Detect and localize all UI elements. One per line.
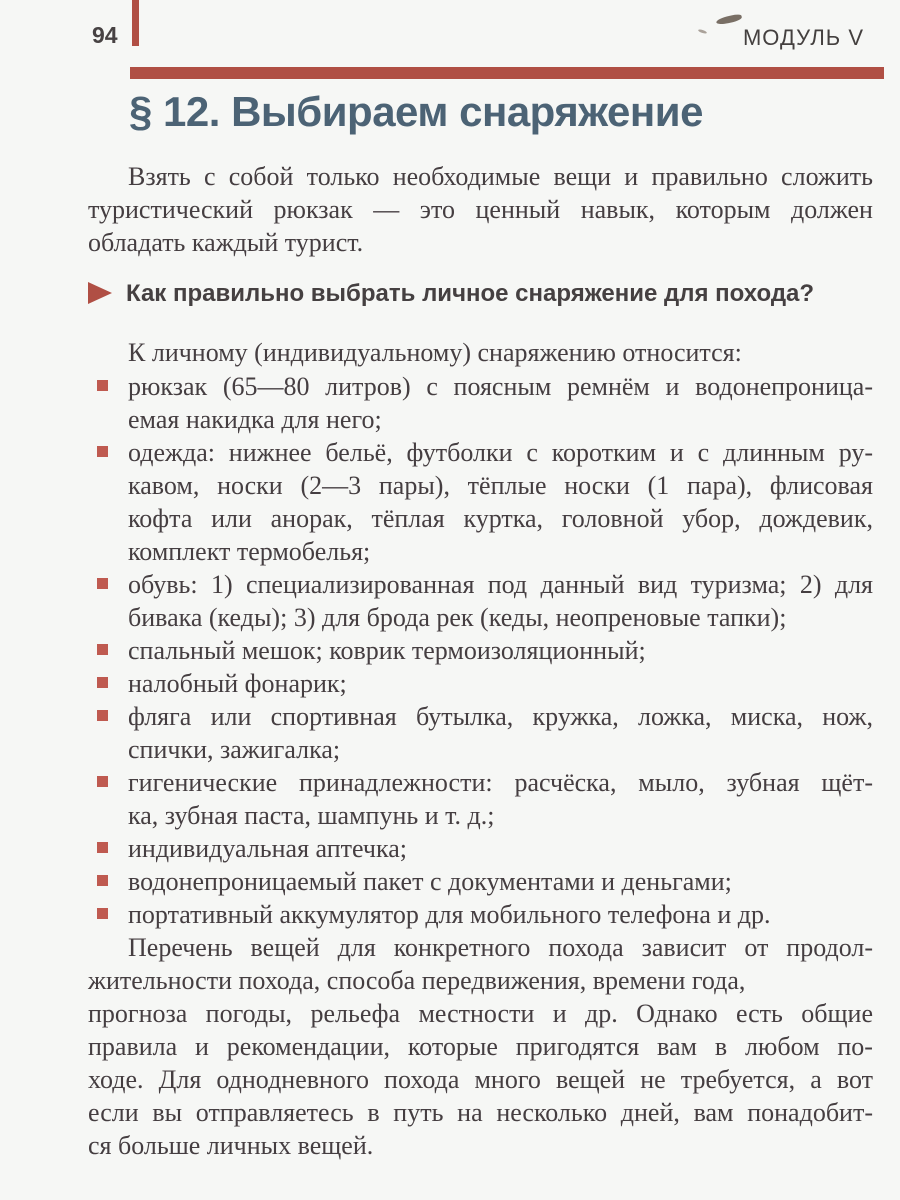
bullet-square-icon	[97, 842, 108, 853]
scan-speck-artifact	[698, 29, 707, 35]
closing-paragraph-line: ся больше личных вещей.	[88, 1131, 374, 1160]
section-title: § 12. Выбираем снаряжение	[129, 88, 703, 135]
equipment-list	[128, 370, 873, 931]
list-item-line: водонепроницаемый пакет с документами и деньгами;	[128, 867, 732, 896]
closing-paragraph-line: если вы отправляетесь в путь на несколько дней, вам понадобит-	[88, 1098, 873, 1127]
list-item-line: бивака (кеды); 3) для брода рек (кеды, неопреновые тапки);	[128, 603, 787, 632]
list-item-line: комплект термобелья;	[128, 537, 371, 566]
margin-red-line	[132, 0, 139, 46]
bullet-square-icon	[97, 677, 108, 688]
list-item	[128, 865, 873, 898]
bullet-square-icon	[97, 380, 108, 391]
list-item	[128, 832, 873, 865]
intro-paragraph-line: туристический рюкзак — это ценный навык, которым должен	[88, 195, 873, 224]
question-heading-text: Как правильно выбрать личное снаряжение для похода?	[126, 280, 815, 307]
closing-paragraph-line: Перечень вещей для конкретного похода зависит от продол-	[128, 933, 873, 962]
list-intro-line: К личному (индивидуальному) снаряжению относится:	[128, 338, 742, 367]
list-item	[128, 667, 873, 700]
list-item-line: емая накидка для него;	[128, 405, 382, 434]
closing-paragraph-line: ходе. Для однодневного похода много вещей не требуется, а вот	[88, 1065, 873, 1094]
list-item-line: рюкзак (65—80 литров) с поясным ремнём и водонепроница-	[128, 372, 874, 401]
intro-paragraph	[88, 160, 873, 259]
list-item-line: кофта или анорак, тёплая куртка, головной убор, дождевик,	[128, 504, 873, 533]
list-item-line: спички, зажигалка;	[128, 735, 341, 764]
intro-paragraph-line: обладать каждый турист.	[88, 228, 364, 257]
list-item-line: фляга или спортивная бутылка, кружка, ложка, миска, нож,	[128, 702, 873, 731]
module-label: МОДУЛЬ V	[742, 25, 864, 50]
closing-paragraph-line: правила и рекомендации, которые пригодятся вам в любом по-	[88, 1032, 873, 1061]
closing-paragraph-line: жительности похода, способа передвижения, времени года,	[88, 966, 746, 995]
bullet-square-icon	[97, 908, 108, 919]
intro-paragraph-line: Взять с собой только необходимые вещи и правильно сложить	[128, 162, 874, 191]
bullet-square-icon	[97, 776, 108, 787]
bullet-square-icon	[97, 710, 108, 721]
list-item-line: индивидуальная аптечка;	[128, 834, 408, 863]
list-item-line: спальный мешок; коврик термоизоляционный;	[128, 636, 646, 665]
list-item-line: ка, зубная паста, шампунь и т. д.;	[128, 801, 495, 830]
list-item	[128, 766, 873, 832]
scan-speck-artifact	[716, 13, 743, 25]
right-triangle-arrow-icon	[88, 282, 112, 304]
list-item	[128, 898, 873, 931]
bullet-square-icon	[97, 578, 108, 589]
question-heading	[88, 280, 888, 308]
list-item-line: портативный аккумулятор для мобильного телефона и др.	[128, 900, 771, 929]
list-item	[128, 568, 873, 634]
list-intro	[88, 336, 873, 369]
bullet-square-icon	[97, 644, 108, 655]
bullet-square-icon	[97, 875, 108, 886]
list-item-line: одежда: нижнее бельё, футболки с коротким и с длинным ру-	[128, 438, 874, 467]
list-item-line: обувь: 1) специализированная под данный вид туризма; 2) для	[128, 570, 874, 599]
list-item-line: гигенические принадлежности: расчёска, мыло, зубная щёт-	[128, 768, 873, 797]
list-item	[128, 700, 873, 766]
list-item	[128, 370, 873, 436]
closing-paragraph-line: прогноза погоды, рельефа местности и др. Однако есть общие	[88, 999, 873, 1028]
bullet-square-icon	[97, 446, 108, 457]
list-item-line: кавом, носки (2—3 пары), тёплые носки (1 пара), флисовая	[128, 471, 873, 500]
list-item	[128, 634, 873, 667]
list-item	[128, 436, 873, 568]
red-header-rule	[130, 67, 884, 79]
list-item-line: налобный фонарик;	[128, 669, 347, 698]
closing-paragraph	[88, 931, 873, 1162]
page-number: 94	[92, 22, 118, 48]
